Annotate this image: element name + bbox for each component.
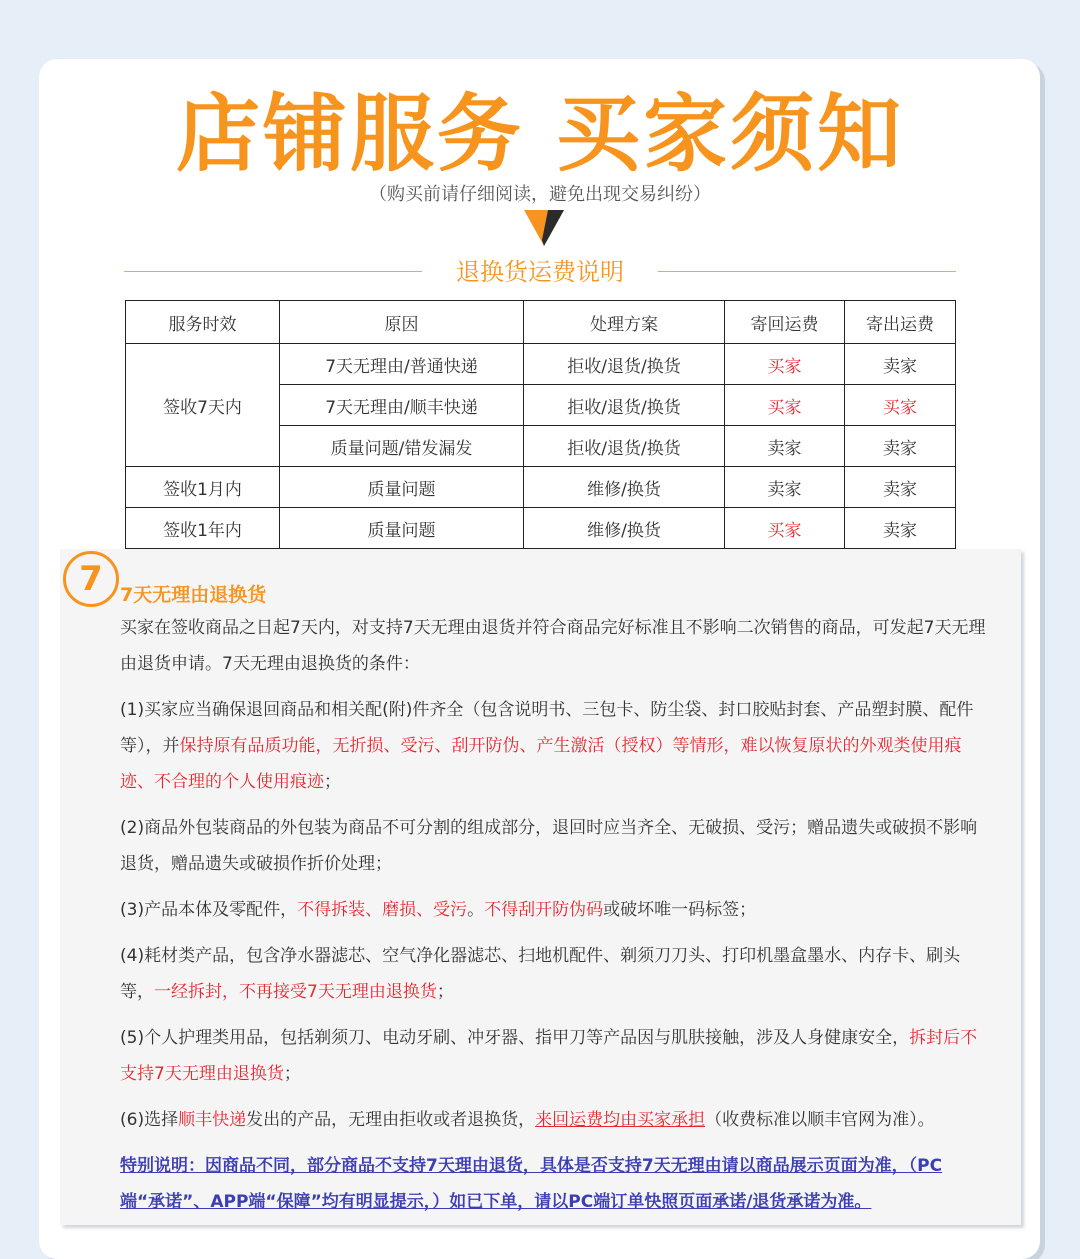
condition-1 — [120, 692, 986, 800]
plan-cell: 拒收/退货/换货 — [524, 385, 725, 426]
condition-text: (4)耗材类产品，包含净水器滤芯、空气净化器滤芯、扫地机配件、剃须刀刀头、打印机墨盒墨水、内存卡、刷头等， — [120, 946, 961, 1002]
condition-5 — [120, 1020, 986, 1092]
condition-3 — [120, 892, 986, 928]
condition-text: 或破坏唯一码标签； — [603, 900, 757, 920]
send-fee-cell: 卖家 — [845, 467, 956, 508]
reason-cell: 7天无理由/顺丰快递 — [280, 385, 524, 426]
send-fee-cell: 卖家 — [845, 344, 956, 385]
period-cell: 签收1月内 — [126, 467, 280, 508]
condition-text: (6)选择 — [120, 1110, 179, 1130]
page-title: 店铺服务 买家须知 — [175, 85, 905, 183]
condition-highlight: 来回运费均由买家承担 — [535, 1110, 706, 1130]
send-fee-cell: 卖家 — [845, 508, 956, 549]
return-fee-cell: 买家 — [725, 508, 845, 549]
table-header-cell: 原因 — [280, 301, 524, 344]
page-subtitle: （购买前请仔细阅读，避免出现交易纠纷） — [369, 184, 711, 205]
condition-text: 。 — [467, 900, 485, 920]
table-header-row — [126, 301, 956, 344]
table-header-cell: 寄回运费 — [725, 301, 845, 344]
condition-text: ； — [324, 772, 341, 792]
condition-highlight: 拆封后不支持7天无理由退换货 — [120, 1028, 978, 1084]
divider-right — [658, 271, 956, 272]
special-note: 特别说明：因商品不同，部分商品不支持7天理由退货，具体是否支持7天无理由请以商品展示页面为准，（PC端“承诺”、APP端“保障”均有明显提示，）如已下单，请以PC端订单快照页面承诺/退货承诺为准。 — [120, 1156, 943, 1212]
table-header-cell: 处理方案 — [524, 301, 725, 344]
condition-text: ； — [283, 1064, 301, 1084]
condition-highlight: 顺丰快递 — [178, 1110, 247, 1130]
table-row — [126, 344, 956, 385]
plan-cell: 拒收/退货/换货 — [524, 344, 725, 385]
return-fee-cell: 买家 — [725, 385, 845, 426]
reason-cell: 质量问题 — [280, 467, 524, 508]
reason-cell: 质量问题 — [280, 508, 524, 549]
table-row — [126, 467, 956, 508]
condition-highlight: 一经拆封，不再接受7天无理由退换货 — [154, 982, 437, 1002]
plan-cell: 维修/换货 — [524, 467, 725, 508]
condition-text: （收费标准以顺丰官网为准）。 — [705, 1110, 935, 1130]
return-fee-cell: 卖家 — [725, 426, 845, 467]
period-cell: 签收1年内 — [126, 508, 280, 549]
condition-highlight: 不得拆装、磨损、受污 — [297, 900, 468, 920]
section-number-badge: 7 — [63, 551, 119, 607]
period-cell: 签收7天内 — [126, 344, 280, 467]
plan-cell: 维修/换货 — [524, 508, 725, 549]
send-fee-cell: 买家 — [845, 385, 956, 426]
table-row — [126, 508, 956, 549]
condition-highlight: 保持原有品质功能，无折损、受污、刮开防伪、产生激活（授权）等情形，难以恢复原状的外观类使用痕迹、不合理的个人使用痕迹 — [120, 736, 962, 792]
section-title: 退换货运费说明 — [456, 258, 624, 286]
down-arrow-icon — [524, 210, 564, 246]
shipping-fee-table — [125, 300, 956, 549]
reason-cell: 7天无理由/普通快递 — [280, 344, 524, 385]
table-header-cell: 寄出运费 — [845, 301, 956, 344]
condition-text: (3)产品本体及零配件， — [120, 900, 298, 920]
return-fee-cell: 买家 — [725, 344, 845, 385]
notes-title: 7天无理由退换货 — [120, 584, 267, 606]
intro-paragraph: 买家在签收商品之日起7天内，对支持7天无理由退货并符合商品完好标准且不影响二次销售的商品，可发起7天无理由退货申请。7天无理由退换货的条件： — [120, 618, 986, 674]
reason-cell: 质量问题/错发漏发 — [280, 426, 524, 467]
condition-text: 发出的产品，无理由拒收或者退换货， — [246, 1110, 536, 1130]
return-fee-cell: 卖家 — [725, 467, 845, 508]
condition-4 — [120, 938, 986, 1010]
condition-6 — [120, 1102, 986, 1138]
table-header-cell: 服务时效 — [126, 301, 280, 344]
condition-text: ； — [436, 982, 454, 1002]
section-heading — [124, 252, 956, 292]
condition-highlight: 不得刮开防伪码 — [484, 900, 604, 920]
plan-cell: 拒收/退货/换货 — [524, 426, 725, 467]
condition-2: (2)商品外包装商品的外包装为商品不可分割的组成部分，退回时应当齐全、无破损、受污；赠品遗失或破损不影响退货，赠品遗失或破损作折价处理； — [120, 818, 978, 874]
condition-text: (5)个人护理类用品，包括剃须刀、电动牙刷、冲牙器、指甲刀等产品因与肌肤接触，涉及人身健康安全， — [120, 1028, 910, 1048]
send-fee-cell: 卖家 — [845, 426, 956, 467]
condition-text: (1)买家应当确保退回商品和相关配(附)件齐全（包含说明书、三包卡、防尘袋、封口胶贴封套、产品塑封膜、配件等），并 — [120, 700, 974, 756]
